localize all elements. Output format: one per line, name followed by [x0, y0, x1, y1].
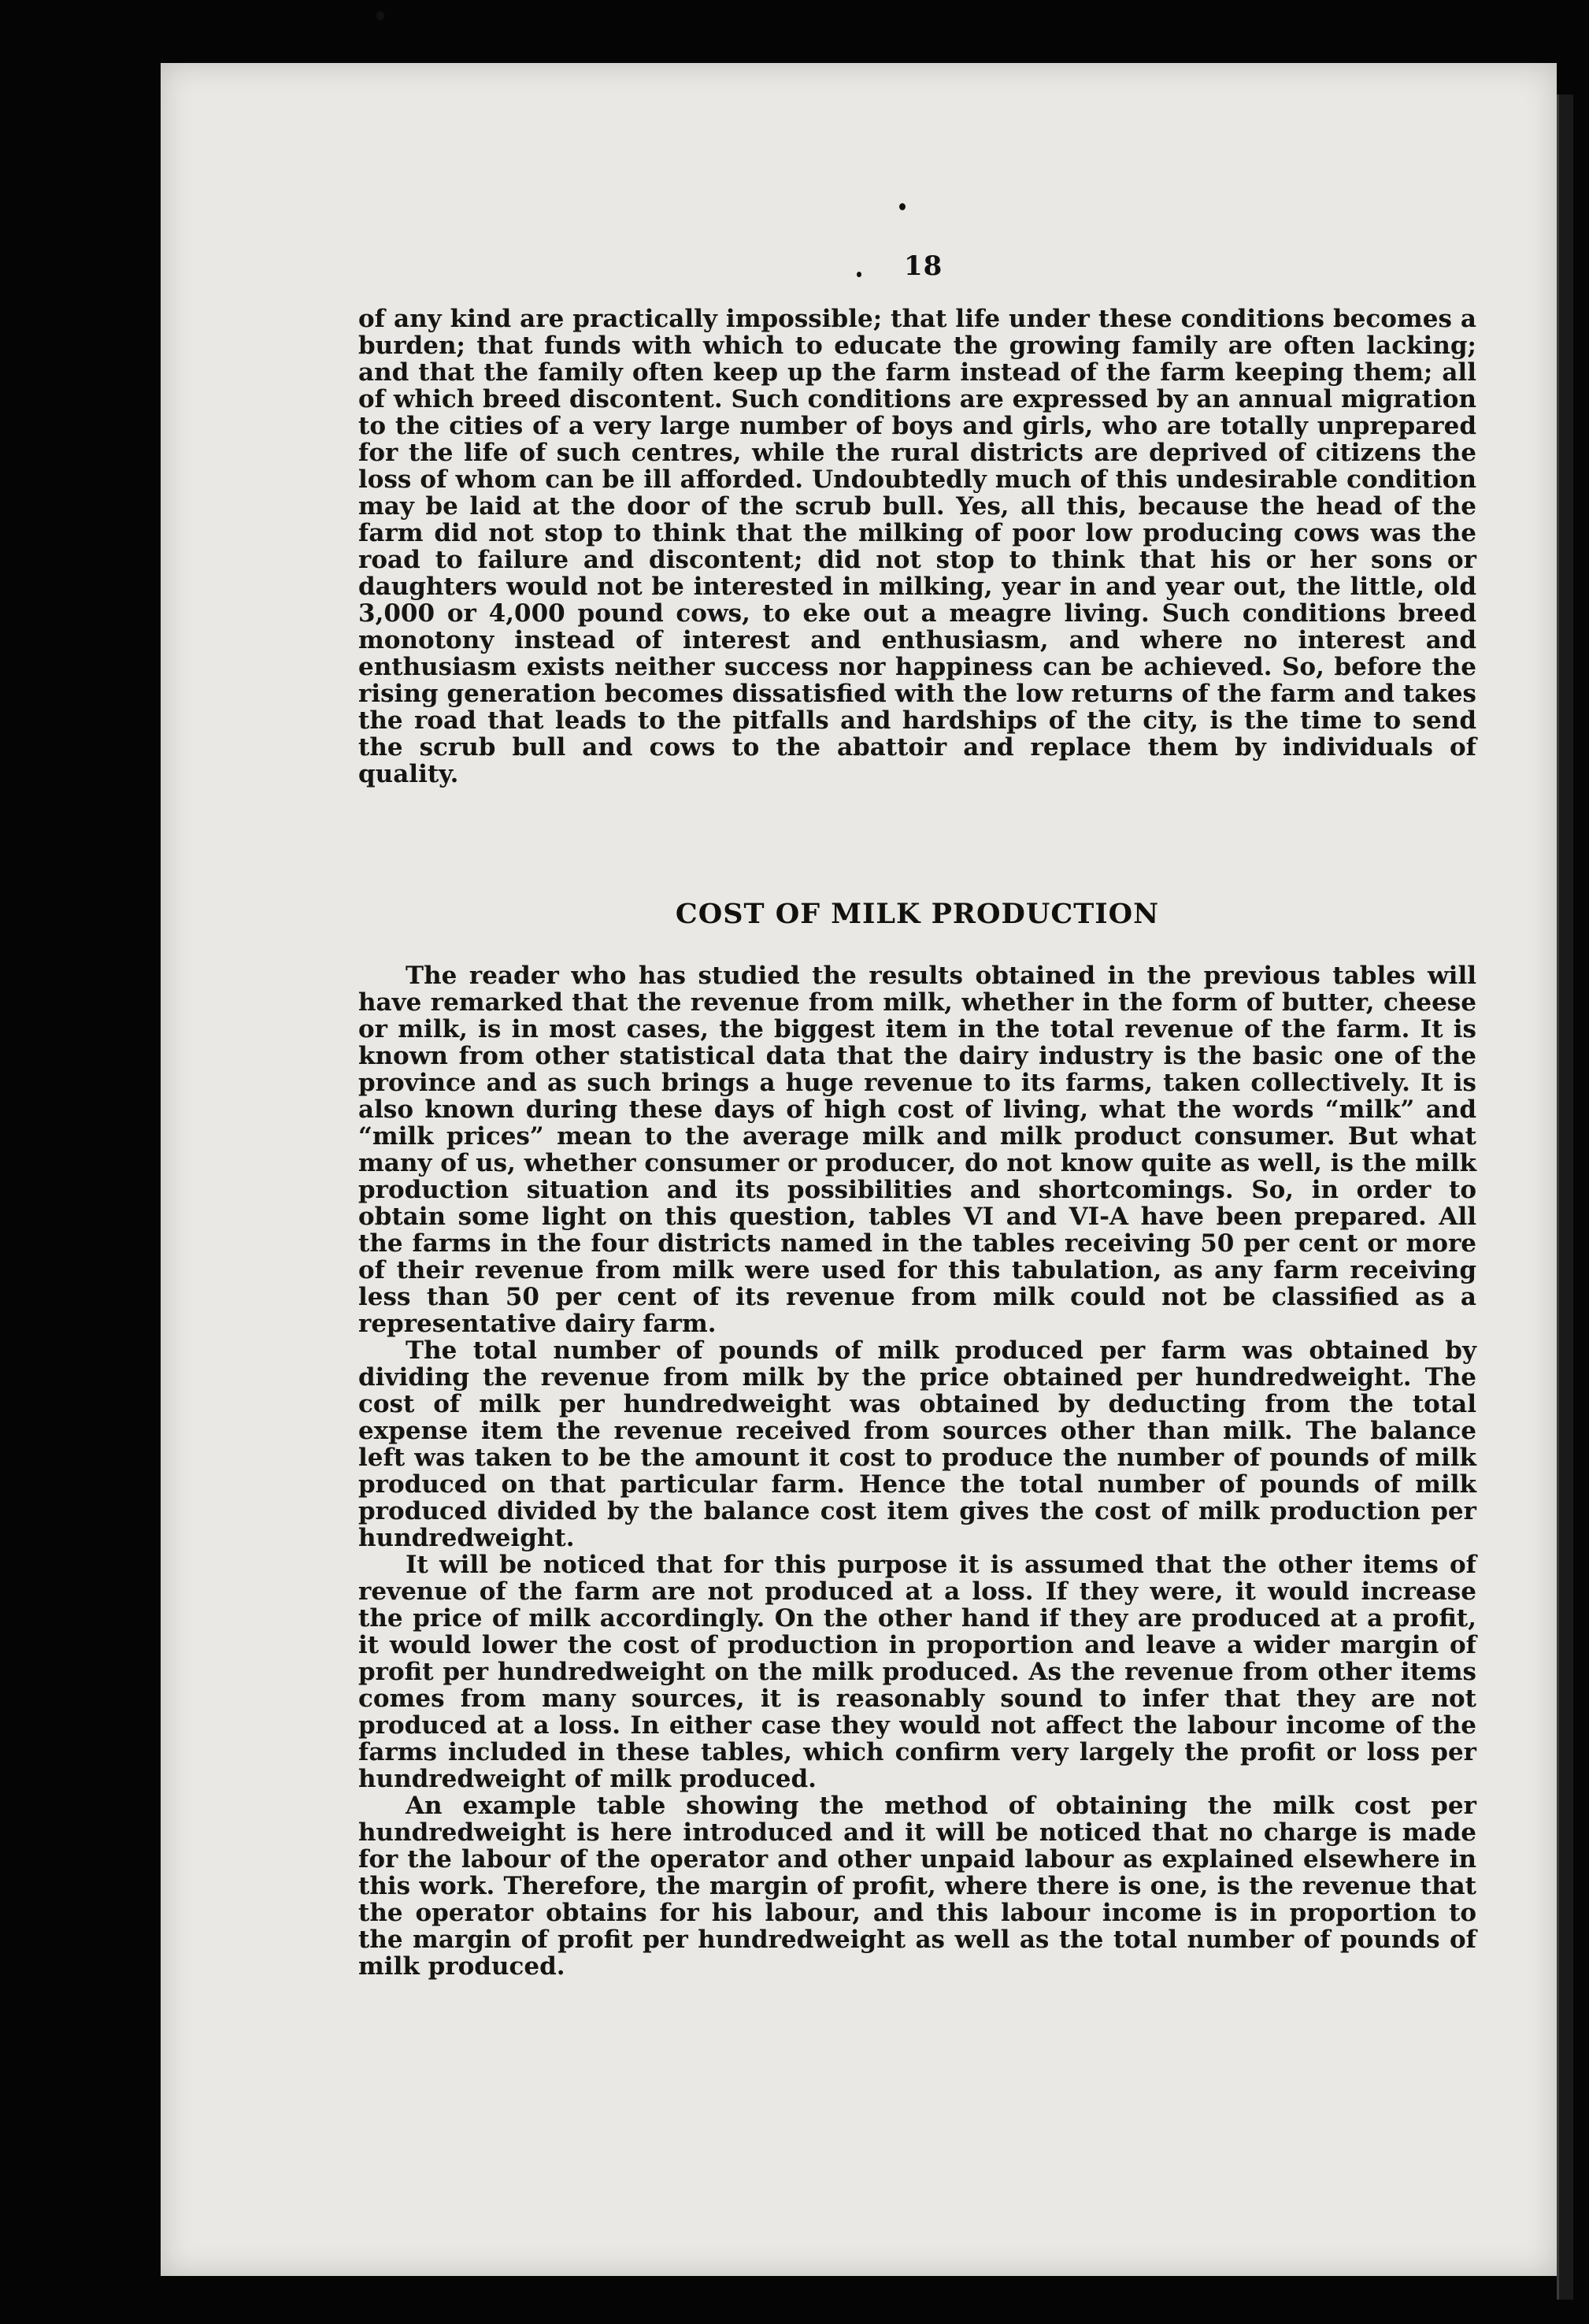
- page-number: 18: [904, 250, 943, 282]
- continued-paragraph: of any kind are practically impossible; that life under these conditions becomes a burden; that funds with which to educate the growing family are often lacking; and that the family often keep up the farm instead of the farm keeping them; all of which breed discontent. Such conditions are expressed by an annual migration to the cities of a very large number of boys and girls, who are totally unprepared for the life of such centres, while the rural districts are deprived of citizens the loss of whom can be ill afforded. Undoubtedly much of this undesirable condition may be laid at the door of the scrub bull. Yes, all this, because the head of the farm did not stop to think that the milking of poor low producing cows was the road to failure and discontent; did not stop to think that his or her sons or daughters would not be interested in milking, year in and year out, the little, old 3,000 or 4,000 pound cows, to eke out a meagre living. Such conditions breed monotony instead of interest and enthusiasm, and where no interest and enthusiasm exists neither success nor happiness can be achieved. So, before the rising generation becomes dissatisfied with the low returns of the farm and takes the road that leads to the pitfalls and hardships of the city, is the time to send the scrub bull and cows to the abattoir and replace them by individuals of quality.: [358, 305, 1476, 788]
- scan-speck: [857, 272, 861, 277]
- scan-speck: [376, 11, 384, 20]
- section-heading: COST OF MILK PRODUCTION: [675, 898, 1160, 930]
- body-paragraph: The reader who has studied the results obtained in the previous tables will have remarked that the revenue from milk, whether in the form of butter, cheese or milk, is in most cases, the biggest item in the total revenue of the farm. It is known from other statistical data that the dairy industry is the basic one of the province and as such brings a huge revenue to its farms, taken collectively. It is also known during these days of high cost of living, what the words “milk” and “milk prices” mean to the average milk and milk product consumer. But what many of us, whether consumer or producer, do not know quite as well, is the milk production situation and its possibilities and shortcomings. So, in order to obtain some light on this question, tables VI and VI-A have been prepared. All the farms in the four districts named in the tables receiving 50 per cent or more of their revenue from milk were used for this tabulation, as any farm receiving less than 50 per cent of its revenue from milk could not be classified as a representative dairy farm.: [358, 962, 1476, 1338]
- section-body: [358, 962, 1476, 1980]
- body-paragraph: An example table showing the method of obtaining the milk cost per hundredweight is here introduced and it will be noticed that no charge is made for the labour of the operator and other unpaid labour as explained elsewhere in this work. Therefore, the margin of profit, where there is one, is the revenue that the operator obtains for his labour, and this labour income is in proportion to the margin of profit per hundredweight as well as the total number of pounds of milk produced.: [358, 1792, 1476, 1981]
- top-paragraph-block: [358, 306, 1476, 788]
- body-paragraph: The total number of pounds of milk produced per farm was obtained by dividing the revenue from milk by the price obtained per hundredweight. The cost of milk per hundredweight was obtained by deducting from the total expense item the revenue received from sources other than milk. The balance left was taken to be the amount it cost to produce the number of pounds of milk produced on that particular farm. Hence the total number of pounds of milk produced divided by the balance cost item gives the cost of milk production per hundredweight.: [358, 1336, 1476, 1552]
- page-edge-shadow: [1557, 95, 1573, 2300]
- body-paragraph: It will be noticed that for this purpose it is assumed that the other items of revenue of the farm are not produced at a loss. If they were, it would increase the price of milk accordingly. On the other hand if they are produced at a profit, it would lower the cost of production in proportion and leave a wider margin of profit per hundredweight on the milk produced. As the revenue from other items comes from many sources, it is reasonably sound to infer that they are not produced at a loss. In either case they would not affect the labour income of the farms included in these tables, which confirm very largely the profit or loss per hundredweight of milk produced.: [358, 1551, 1476, 1793]
- scan-speck: [899, 203, 906, 210]
